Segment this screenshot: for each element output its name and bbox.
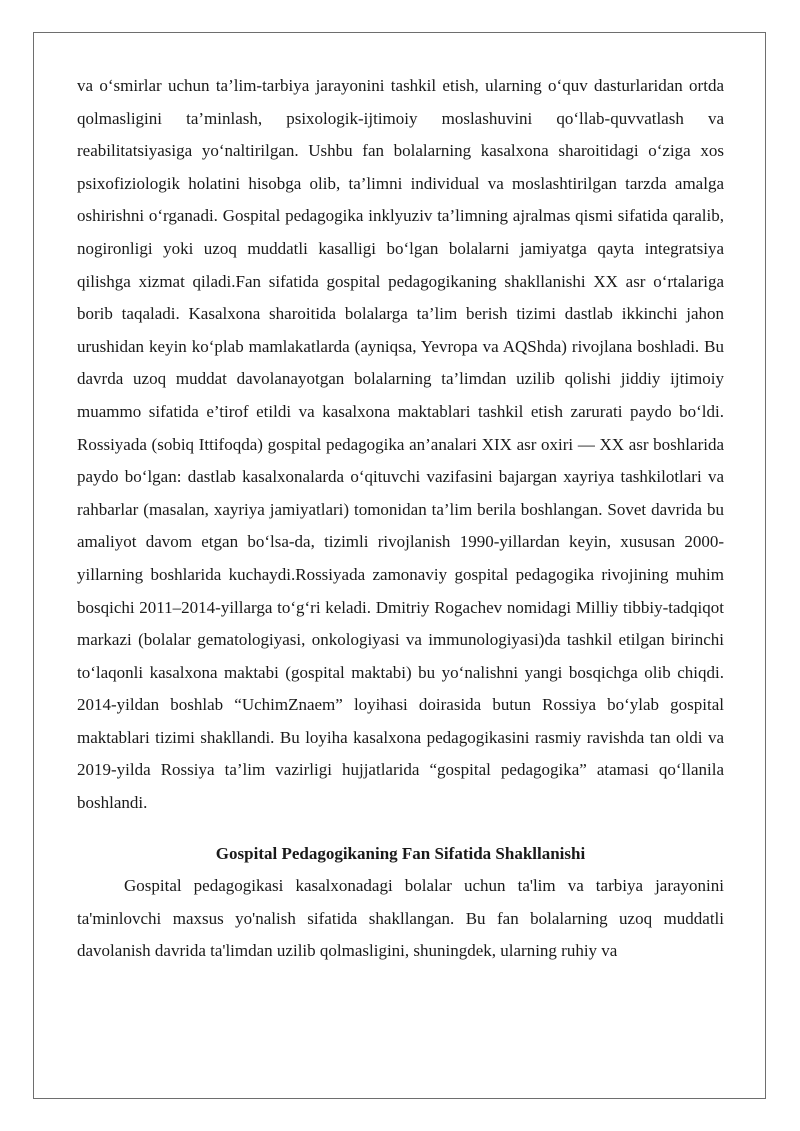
body-paragraph: va o‘smirlar uchun ta’lim-tarbiya jarayonini tashkil etish, ularning o‘quv dasturlaridan ortda qolmasligini ta’minlash, psixologik-ijtimoiy moslashuvini qo‘llab-quvvatlash va reabilitatsiyasiga yo‘naltirilgan. Ushbu fan bolalarning kasalxona sharoitidagi o‘ziga xos psixofiziologik holatini hisobga olib, ta’limni individual va moslashtirilgan tarzda amalga oshirishni o‘rganadi. Gospital pedagogika inklyuziv ta’limning ajralmas qismi sifatida qaralib, nogironligi yoki uzoq muddatli kasalligi bo‘lgan bolalarni jamiyatga qayta integratsiya qilishga xizmat qiladi.Fan sifatida gospital pedagogikaning shakllanishi XX asr o‘rtalariga borib taqaladi. Kasalxona sharoitida bolalarga ta’lim berish tizimi dastlab ikkinchi jahon urushidan keyin ko‘plab mamlakatlarda (ayniqsa, Yevropa va AQShda) rivojlana boshladi. Bu davrda uzoq muddat davolanayotgan bolalarning ta’limdan uzilib qolishi jiddiy ijtimoiy muammo sifatida e’tirof etildi va kasalxona maktablari tashkil etish zarurati paydo bo‘ldi. Rossiyada (sobiq Ittifoqda) gospital pedagogika an’analari XIX asr oxiri — XX asr boshlarida paydo bo‘lgan: dastlab kasalxonalarda o‘qituvchi vazifasini bajargan xayriya tashkilotlari va rahbarlar (masalan, xayriya jamiyatlari) tomonidan ta’lim berila boshlangan. Sovet davrida bu amaliyot davom etgan bo‘lsa-da, tizimli rivojlanish 1990-yillardan keyin, xususan 2000-yillarning boshlarida kuchaydi.Rossiyada zamonaviy gospital pedagogika rivojining muhim bosqichi 2011–2014-yillarga to‘g‘ri keladi. Dmitriy Rogachev nomidagi Milliy tibbiy-tadqiqot markazi (bolalar gematologiyasi, onkologiyasi va immunologiyasi)da tashkil etilgan birinchi to‘laqonli kasalxona maktabi (gospital maktabi) bu yo‘nalishni yangi bosqichga olib chiqdi. 2014-yildan boshlab “UchimZnaem” loyihasi doirasida butun Rossiya bo‘ylab gospital maktablari tizimi shakllandi. Bu loyiha kasalxona pedagogikasini rasmiy ravishda tan oldi va 2019-yilda Rossiya ta’lim vazirligi hujjatlarida “gospital pedagogika” atamasi qo‘llanila boshlandi. <box>77 76 724 813</box>
body-paragraph-continued: Gospital pedagogikasi kasalxonadagi bolalar uchun ta'lim va tarbiya jarayonini ta'minlovchi maxsus yo'nalish sifatida shakllangan. Bu fan bolalarning uzoq muddatli davolanish davrida ta'limdan uzilib qolmasligini, shuningdek, ularning ruhiy va <box>77 876 724 961</box>
document-body <box>77 70 724 968</box>
section-heading: Gospital Pedagogikaning Fan Sifatida Shakllanishi <box>215 843 586 863</box>
